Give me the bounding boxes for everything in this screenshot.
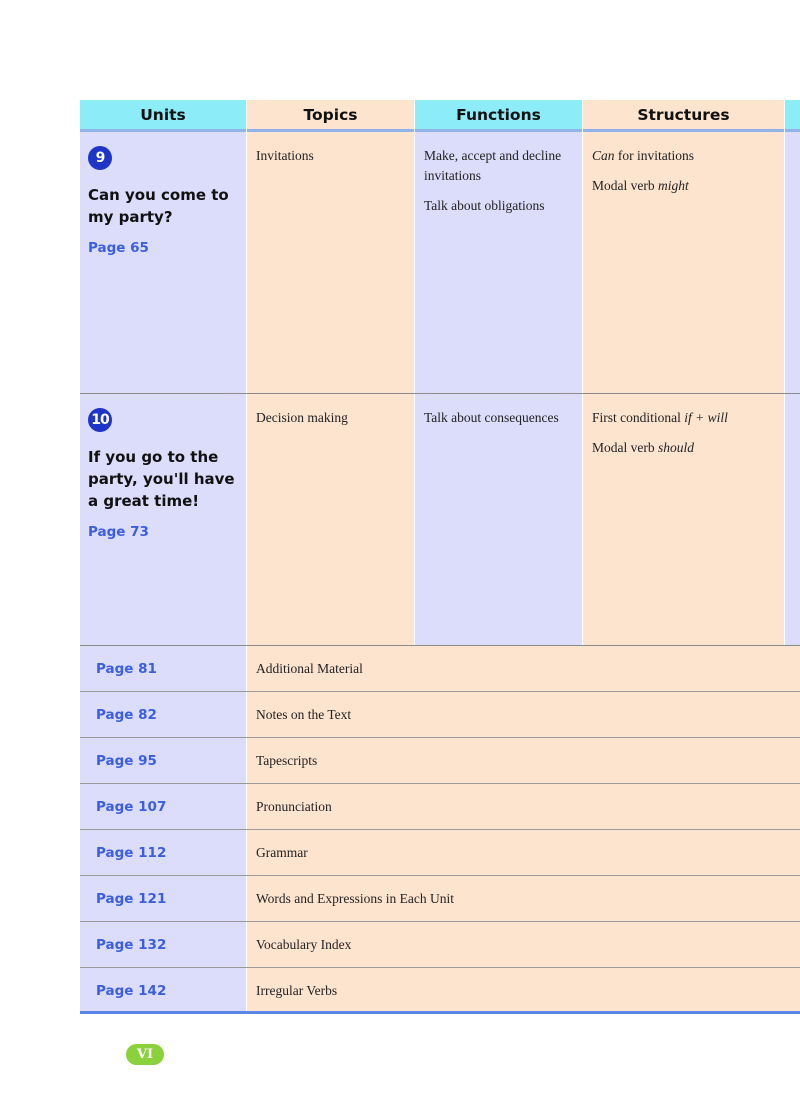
header-structures: Structures (583, 100, 784, 132)
reference-row (80, 922, 800, 968)
structure-item: Modal verb might (592, 178, 689, 193)
unit-row (80, 394, 800, 646)
unit-page-link[interactable]: Page 73 (88, 524, 149, 540)
page-number-badge: VI (126, 1044, 164, 1065)
function-item: Make, accept and decline invitations (424, 148, 562, 183)
functions-cell (415, 394, 582, 646)
reference-page-link[interactable]: Page 95 (80, 738, 246, 784)
reference-label: Notes on the Text (247, 692, 800, 738)
unit-number-badge: 10 (88, 408, 112, 432)
structures-cell (583, 132, 784, 394)
header-units: Units (80, 100, 246, 132)
function-item: Talk about obligations (424, 198, 545, 213)
reference-row (80, 784, 800, 830)
reference-label: Tapescripts (247, 738, 800, 784)
function-item: Talk about consequences (424, 410, 559, 425)
cut-column-cell (785, 394, 800, 646)
table-header (80, 100, 800, 132)
reference-label: Pronunciation (247, 784, 800, 830)
reference-page-link[interactable]: Page 81 (80, 646, 246, 692)
contents-table (80, 100, 800, 1014)
reference-page-link[interactable]: Page 112 (80, 830, 246, 876)
header-functions: Functions (415, 100, 582, 132)
reference-label: Vocabulary Index (247, 922, 800, 968)
reference-page-link[interactable]: Page 121 (80, 876, 246, 922)
reference-page-link[interactable]: Page 142 (80, 968, 246, 1014)
functions-cell (415, 132, 582, 394)
structure-item: First conditional if + will (592, 410, 728, 425)
structures-cell (583, 394, 784, 646)
reference-page-link[interactable]: Page 82 (80, 692, 246, 738)
reference-row (80, 968, 800, 1014)
reference-row (80, 830, 800, 876)
topic-item: Decision making (256, 410, 348, 425)
reference-label: Additional Material (247, 646, 800, 692)
reference-row (80, 738, 800, 784)
unit-cell (80, 132, 246, 394)
reference-row (80, 692, 800, 738)
structure-item: Can for invitations (592, 148, 695, 163)
unit-cell (80, 394, 246, 646)
header-cut-column (785, 100, 800, 132)
table-bottom-border (80, 1011, 800, 1014)
unit-row (80, 132, 800, 394)
reference-row (80, 646, 800, 692)
unit-title: Can you come to my party? (88, 186, 229, 226)
reference-page-link[interactable]: Page 132 (80, 922, 246, 968)
reference-page-link[interactable]: Page 107 (80, 784, 246, 830)
structure-item: Modal verb should (592, 440, 694, 455)
reference-label: Grammar (247, 830, 800, 876)
topics-cell (247, 132, 414, 394)
cut-column-cell (785, 132, 800, 394)
header-topics: Topics (247, 100, 414, 132)
unit-title: If you go to the party, you'll have a great time! (88, 448, 235, 510)
unit-page-link[interactable]: Page 65 (88, 240, 149, 256)
reference-label: Irregular Verbs (247, 968, 800, 1014)
reference-label: Words and Expressions in Each Unit (247, 876, 800, 922)
topics-cell (247, 394, 414, 646)
topic-item: Invitations (256, 148, 314, 163)
unit-number-badge: 9 (88, 146, 112, 170)
reference-row (80, 876, 800, 922)
